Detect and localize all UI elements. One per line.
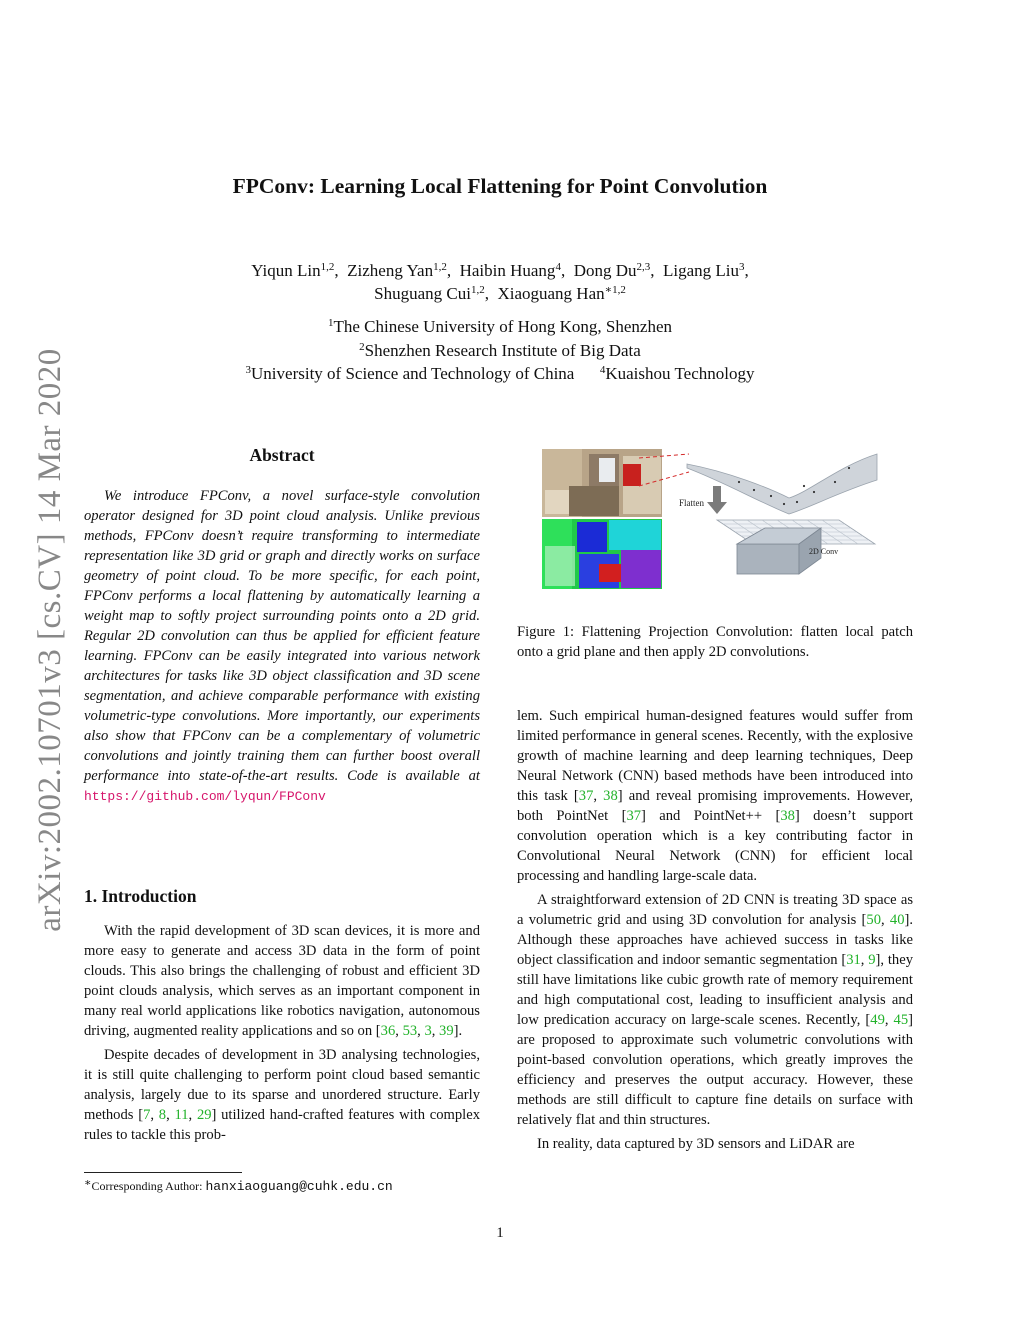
paragraph-text: ] and reveal promising improvements. However, both PointNet [ xyxy=(517,788,913,824)
paragraph-text: ] utilized hand-crafted features with complex rules to tackle this prob- xyxy=(84,1107,481,1143)
footnote-email[interactable]: hanxiaoguang@cuhk.edu.cn xyxy=(205,1179,393,1194)
author: Ligang Liu xyxy=(663,261,740,280)
author-affil-mark: 2,3 xyxy=(636,261,651,273)
paragraph-text: lem. Such empirical human-designed features would suffer from limited performance in general scenes. Recently, with the explosive growth of machine learning and deep learning techniques, Deep Neural Network (CNN) based methods have been introduced into this task [ xyxy=(517,708,913,804)
citation-link[interactable]: 45 xyxy=(893,1012,909,1028)
footnote-rule xyxy=(84,1172,242,1173)
citation-link[interactable]: 11 xyxy=(174,1107,189,1123)
citation-link[interactable]: 7 xyxy=(143,1107,151,1123)
figure-1-graphic xyxy=(539,446,879,592)
citation-link[interactable]: 38 xyxy=(603,788,618,804)
paragraph-text: ]. Although these approaches have achieved success in tasks like object classification and indoor semantic segmentation [ xyxy=(517,912,914,968)
paragraph-text: ] doesn’t support convolution operation which is a key contributing factor in Convolutional Neural Network (CNN) for efficient local processing and handling large-scale data. xyxy=(517,808,913,884)
author: Zizheng Yan xyxy=(347,261,434,280)
author-line-2: Shuguang Cui$^{1,2}$, Xiaoguang Han$^{∗1,2}$ xyxy=(374,284,626,303)
paragraph-text: ]. xyxy=(453,1023,463,1039)
abstract-heading: Abstract xyxy=(249,445,315,465)
affiliation-text: Shenzhen Research Institute of Big Data xyxy=(364,340,641,360)
author-affil-mark: 1,2 xyxy=(470,284,485,296)
right-column-body xyxy=(517,706,913,1158)
segmentation-map xyxy=(542,519,662,589)
author-affil-mark: 3 xyxy=(739,261,745,273)
author-affil-mark: ∗1,2 xyxy=(604,284,626,296)
author: Yiqun Lin xyxy=(251,261,321,280)
author-affil-mark: 4 xyxy=(555,261,561,273)
affiliation-text: University of Science and Technology of China xyxy=(251,364,575,383)
author: Dong Du xyxy=(573,261,637,280)
paragraph-text: ] and PointNet++ [ xyxy=(641,808,781,824)
footnote-label: Corresponding Author: xyxy=(91,1179,203,1193)
author: Shuguang Cui xyxy=(374,284,471,303)
paragraph xyxy=(517,1134,913,1154)
scene-photo xyxy=(542,449,662,517)
citation-link[interactable]: 38 xyxy=(780,808,795,824)
author-line-1: Yiqun Lin$^{1,2}$, Zizheng Yan$^{1,2}$, Haibin Huang$^4$, Dong Du$^{2,3}$, Ligang Liu$^3$, xyxy=(251,261,749,280)
abstract-text: We introduce FPConv, a novel surface-style convolution operator designed for 3D point cloud analysis. Unlike previous methods, FPConv doesn’t require transforming to intermediate representation like 3D grid or graph and directly works on surface geometry of point cloud. To be more specific, for each point, FPConv performs a local flattening by automatically learning a weight map to softly project surrounding points onto a 2D grid. Regular 2D convolution can thus be applied for efficient feature learning. FPConv can be easily integrated into various network architectures for tasks like 3D object classification and 3D scene segmentation, and achieve comparable performance with existing volumetric-type convolutions. More importantly, our experiments also show that FPConv can be a complementary of volumetric convolutions and jointly training them can further boost overall performance into state-of-the-art results. Code is available at xyxy=(84,488,480,784)
author-affil-mark: 1,2 xyxy=(433,261,447,273)
paragraph: Despite decades of development in 3D analysing technologies, it is still quite challenging to perform point cloud based semantic analysis, largely due to its sparse and unordered structure. Early methods [7, 8, 11, 29] utilized hand-crafted features with complex rules to tackle this prob- xyxy=(84,1047,481,1143)
figure-caption: Figure 1: Flattening Projection Convolution: flatten local patch onto a grid plane and then apply 2D convolutions. xyxy=(517,624,913,660)
paragraph-text: Despite decades of development in 3D analysing technologies, it is still quite challenging to perform point cloud based semantic analysis, largely due to its sparse and unordered structure. Early methods [ xyxy=(84,1047,480,1123)
citation-link[interactable]: 3 xyxy=(424,1023,432,1039)
left-column-body xyxy=(84,921,480,1149)
citation-link[interactable]: 37 xyxy=(626,808,642,824)
affil-mark: 4 xyxy=(599,364,606,376)
footnote-mark: ∗ xyxy=(84,1177,92,1189)
citation-link[interactable]: 31 xyxy=(846,952,861,968)
citation-link[interactable]: 53 xyxy=(402,1023,418,1039)
affiliation-pair xyxy=(0,362,1000,386)
paragraph-text: With the rapid development of 3D scan devices, it is more and more easy to generate and access 3D data in the form of point clouds. This also brings the challenging of robust and efficient 3D point clouds analysis, which serves as an important component in many real world applications like robotics navigation, autonomous driving, augmented reality applications and so on [ xyxy=(84,923,480,1039)
citation-link[interactable]: 8 xyxy=(158,1107,167,1123)
paragraph: With the rapid development of 3D scan devices, it is more and more easy to generate and access 3D data in the form of point clouds. This also brings the challenging of robust and efficient 3D point clouds analysis, which serves as an important component in many real world applications like robotics navigation, autonomous driving, augmented reality applications and so on [36, 53, 3, 39]. xyxy=(84,923,480,1039)
paragraph-text: In reality, data captured by 3D sensors and LiDAR are xyxy=(537,1136,855,1152)
footnote xyxy=(84,1179,393,1194)
affil-mark: 2 xyxy=(359,340,365,353)
citation-link[interactable]: 37 xyxy=(578,788,594,804)
paragraph: A straightforward extension of 2D CNN is treating 3D space as a volumetric grid and using 3D convolution for analysis [50, 40]. Although these approaches have achieved success in tasks like object classification and indoor semantic segmentation [31, 9], they still have limitations like cubic growth rate of memory requirement and high computational cost, leading to insufficient analysis and low predication accuracy on large-scale scenes. Recently, [49, 45] are proposed to approximate such volumetric convolutions with point-based convolution operations, which greatly improves the efficiency and preserves the output accuracy. However, these methods are still difficult to capture fine details on surface with relatively flat and thin structures. xyxy=(517,892,914,1128)
affil-mark: 3 xyxy=(245,364,252,376)
flatten-label: Flatten xyxy=(679,498,704,508)
section-heading: 1. Introduction xyxy=(84,886,197,906)
citation-link[interactable]: 9 xyxy=(868,952,876,968)
citation-link[interactable]: 50 xyxy=(866,912,882,928)
arxiv-identifier: arXiv:2002.10701v3 [cs.CV] 14 Mar 2020 xyxy=(32,348,68,932)
citation-link[interactable]: 29 xyxy=(196,1107,212,1123)
flatten-arrow xyxy=(707,486,727,514)
citation-link[interactable]: 39 xyxy=(439,1023,454,1039)
author: Haibin Huang xyxy=(459,261,556,280)
affiliation-text: Kuaishou Technology xyxy=(605,364,755,383)
author: Xiaoguang Han xyxy=(497,284,605,303)
figure-1 xyxy=(539,446,879,592)
paragraph-text: A straightforward extension of 2D CNN is treating 3D space as a volumetric grid and using 3D convolution for analysis [ xyxy=(517,892,913,928)
affil-mark: 1 xyxy=(327,317,334,329)
affiliation-text: The Chinese University of Hong Kong, Shenzhen xyxy=(333,317,673,336)
paragraph-text: ] are proposed to approximate such volumetric convolutions with point-based convolution operations, which greatly improves the efficiency and preserves the output accuracy. However, these methods are still difficult to capture fine details on surface with relatively flat and thin structures. xyxy=(517,1012,914,1128)
citation-link[interactable]: 36 xyxy=(380,1023,396,1039)
author-list xyxy=(0,259,1000,305)
paragraph-text: ], they still have limitations like cubic growth rate of memory requirement and high computational cost, leading to insufficient analysis and low predication accuracy on large-scale scenes. Recently, [ xyxy=(517,952,913,1028)
citation-link[interactable]: 49 xyxy=(870,1012,885,1028)
code-link[interactable]: https://github.com/lyqun/FPConv xyxy=(84,789,326,804)
page-number: 1 xyxy=(496,1225,504,1241)
affiliation xyxy=(0,339,1000,363)
paper-title: FPConv: Learning Local Flattening for Point Convolution xyxy=(232,174,768,198)
author-affil-mark: 1,2 xyxy=(320,261,335,273)
citation-link[interactable]: 40 xyxy=(889,912,905,928)
paragraph: lem. Such empirical human-designed features would suffer from limited performance in general scenes. Recently, with the explosive growth of machine learning and deep learning techniques, Deep Neural Network (CNN) based methods have been introduced into this task [37, 38] and reveal promising improvements. However, both PointNet [37] and PointNet++ [38] doesn’t support convolution operation which is a key contributing factor in Convolutional Neural Network (CNN) for efficient local processing and handling large-scale data. xyxy=(517,708,913,884)
conv-label: 2D Conv xyxy=(809,547,839,556)
affiliation xyxy=(0,315,1000,339)
affiliation-list xyxy=(0,315,1000,386)
abstract-body xyxy=(84,486,480,807)
